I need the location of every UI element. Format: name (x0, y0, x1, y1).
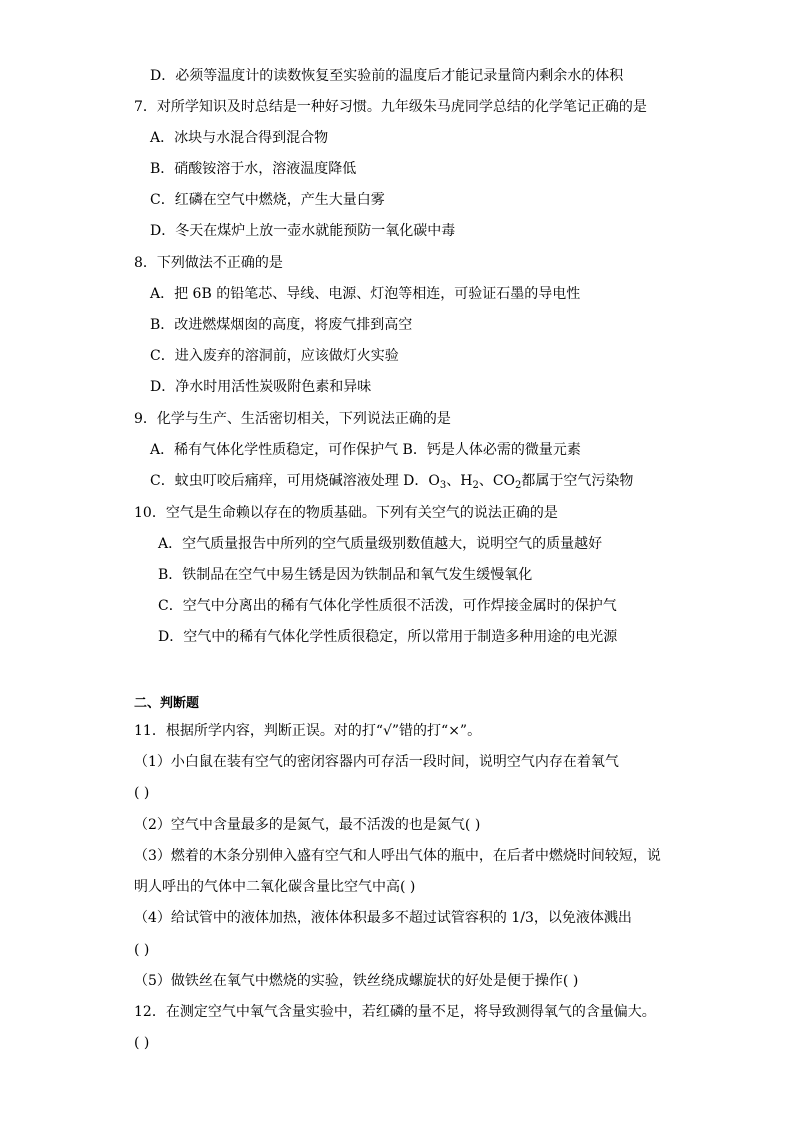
q9-cd-text: 、H (446, 473, 473, 489)
q9-cd-text: C．蚊虫叮咬后痛痒，可用烧碱溶液处理 D．O (150, 473, 440, 489)
q12-blank: ( ) (134, 1035, 150, 1051)
q8-option-b: B．改进燃煤烟囱的高度，将废气排到高空 (150, 317, 413, 333)
q6-option-d: D．必须等温度计的读数恢复至实验前的温度后才能记录量筒内剩余水的体积 (150, 68, 624, 84)
subscript: 2 (515, 480, 522, 491)
q9-stem: 9．化学与生产、生活密切相关，下列说法正确的是 (134, 411, 451, 427)
q11-stem: 11．根据所学内容，判断正误。对的打“√”错的打“×”。 (134, 723, 482, 739)
q7-option-b: B．硝酸铵溶于水，溶液温度降低 (150, 161, 357, 177)
q7-option-c: C．红磷在空气中燃烧，产生大量白雾 (150, 192, 385, 208)
q7-option-a: A．冰块与水混合得到混合物 (150, 130, 329, 146)
subscript: 2 (472, 480, 479, 491)
q10-option-c: C．空气中分离出的稀有气体化学性质很不活泼，可作焊接金属时的保护气 (158, 598, 617, 614)
section-heading: 二、判断题 (134, 696, 200, 711)
q8-option-c: C．进入废弃的溶洞前，应该做灯火实验 (150, 348, 399, 364)
q7-stem: 7．对所学知识及时总结是一种好习惯。九年级朱马虎同学总结的化学笔记正确的是 (134, 99, 647, 115)
q10-option-d: D．空气中的稀有气体化学性质很稳定，所以常用于制造多种用途的电光源 (158, 629, 618, 645)
q11-part3-line2: 明人呼出的气体中二氧化碳含量比空气中高( ) (134, 879, 416, 895)
q8-option-d: D．净水时用活性炭吸附色素和异味 (150, 379, 372, 395)
q7-option-d: D．冬天在煤炉上放一壶水就能预防一氧化碳中毒 (150, 223, 456, 239)
q9-cd-text: 都属于空气污染物 (521, 473, 634, 489)
q11-part2: （2）空气中含量最多的是氮气，最不活泼的也是氮气( ) (134, 817, 481, 833)
q11-part4-blank: ( ) (134, 942, 150, 958)
q11-part3-line1: （3）燃着的木条分别伸入盛有空气和人呼出气体的瓶中，在后者中燃烧时间较短，说 (134, 848, 661, 864)
subscript: 3 (439, 480, 447, 491)
q11-part4: （4）给试管中的液体加热，液体体积最多不超过试管容积的 1/3，以免液体溅出 (134, 910, 632, 926)
q9-cd-text: 、CO (478, 473, 516, 489)
q9-options-ab: A．稀有气体化学性质稳定，可作保护气 B．钙是人体必需的微量元素 (150, 442, 581, 458)
q8-option-a: A．把 6B 的铅笔芯、导线、电源、灯泡等相连，可验证石墨的导电性 (150, 286, 581, 302)
q11-part1: （1）小白鼠在装有空气的密闭容器内可存活一段时间，说明空气内存在着氧气 (134, 754, 619, 770)
q10-stem: 10．空气是生命赖以存在的物质基础。下列有关空气的说法正确的是 (134, 505, 558, 521)
q8-stem: 8．下列做法不正确的是 (134, 255, 283, 271)
q11-part5: （5）做铁丝在氧气中燃烧的实验，铁丝绕成螺旋状的好处是便于操作( ) (134, 973, 579, 989)
q10-option-a: A．空气质量报告中所列的空气质量级别数值越大，说明空气的质量越好 (158, 536, 603, 552)
q12-stem: 12．在测定空气中氧气含量实验中，若红磷的量不足，将导致测得氧气的含量偏大。 (134, 1004, 656, 1020)
q9-options-cd (150, 471, 633, 491)
q10-option-b: B．铁制品在空气中易生锈是因为铁制品和氧气发生缓慢氧化 (158, 567, 533, 583)
q11-part1-blank: ( ) (134, 785, 150, 801)
